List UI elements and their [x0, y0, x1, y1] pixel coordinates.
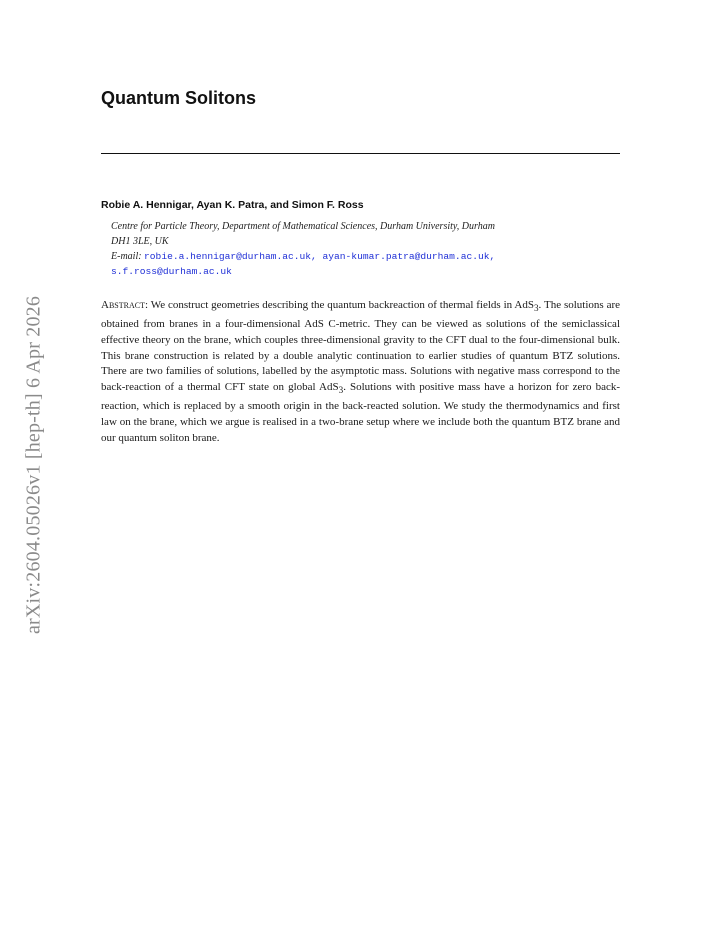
affiliation-line: Centre for Particle Theory, Department of Mathematical Sciences, Durham University, Durham	[111, 221, 495, 232]
email-row	[111, 249, 620, 264]
subscript: 3	[533, 303, 539, 314]
abstract-text: . The solutions are obtained from branes in a four-dimensional AdS C-metric. They can be viewed as solutions of the semiclassical effective theory on the brane, which couples three-dimensional gravity to the CFT dual to the four-dimensional bulk. This brane construction is related by a double analytic continuation to earlier studies of quantum BTZ solutions. There are two families of solutions, labelled by the asymptotic mass. Solutions with negative mass correspond to the back-reaction of a thermal CFT state on global AdS	[101, 299, 620, 394]
paper-title: Quantum Solitons	[101, 88, 256, 108]
affiliation-line: DH1 3LE, UK	[111, 236, 169, 247]
arxiv-identifier-stamp: arXiv:2604.05026v1 [hep-th] 6 Apr 2026	[22, 295, 45, 635]
email-links[interactable]: robie.a.hennigar@durham.ac.uk, ayan-kumar.patra@durham.ac.uk,	[144, 251, 496, 262]
subscript: 3	[338, 385, 344, 396]
abstract-text: . Solutions with positive mass have a horizon for zero back-reaction, which is replaced by a smooth origin in the back-reacted solution. We study the thermodynamics and first law on the brane, which we argue is realised in a two-brane setup where we include both the quantum BTZ brane and our quantum soliton brane.	[101, 381, 620, 444]
email-link[interactable]: s.f.ross@durham.ac.uk	[111, 266, 232, 277]
abstract-text: We construct geometries describing the quantum backreaction of thermal fields in AdS	[148, 299, 534, 311]
affiliation-block	[111, 219, 620, 279]
abstract	[101, 298, 620, 447]
email-label: E-mail:	[111, 251, 142, 262]
title-rule	[101, 153, 620, 154]
abstract-label: Abstract:	[101, 299, 149, 311]
author-list: Robie A. Hennigar, Ayan K. Patra, and Simon F. Ross	[101, 199, 364, 211]
